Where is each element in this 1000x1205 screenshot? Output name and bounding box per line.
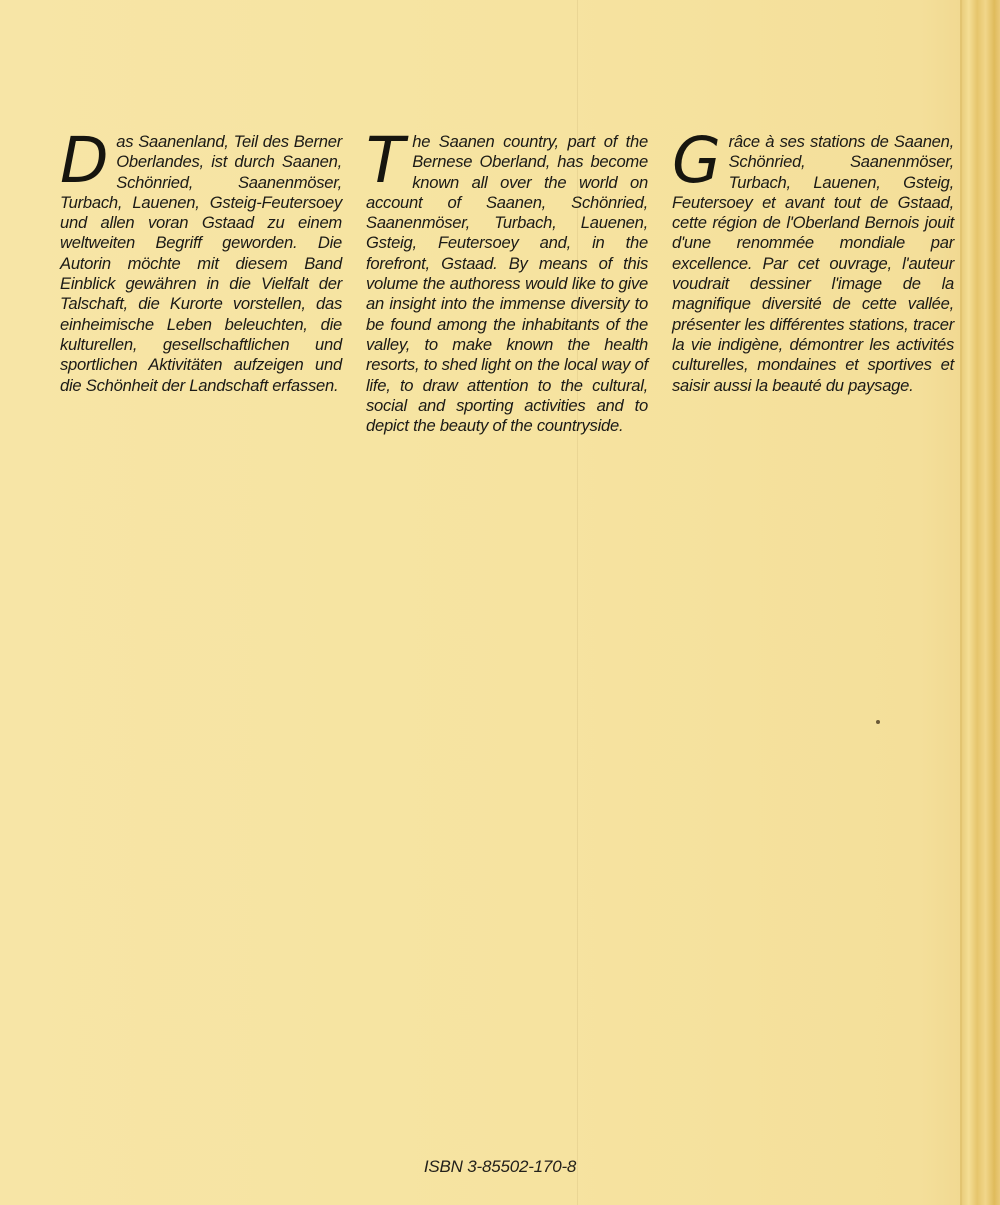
german-blurb — [60, 124, 342, 396]
french-blurb — [672, 124, 954, 396]
english-blurb — [366, 124, 648, 436]
book-spine — [962, 0, 1000, 1205]
french-blurb-text: râce à ses stations de Saanen, Schönried, Saanenmöser, Turbach, Lauenen, Gsteig, Feutersoey et avant tout de Gstaad, cette région de l'Oberland Bernois jouit d'une renommée mondiale par excellence. Par cet ouvrage, l'auteur voudrait dessiner l'image de la magnifique diversité de cette vallée, présenter les différentes stations, tracer la vie indigène, démontrer les activités culturelles, mondaines et sportives et saisir aussi la beauté du paysage. — [672, 132, 954, 395]
german-blurb-text: as Saanenland, Teil des Berner Oberlandes, ist durch Saanen, Schönried, Saanenmöser, Turbach, Lauenen, Gsteig-Feutersoey und allen voran Gstaad zu einem weltweiten Begriff geworden. Die Autorin möchte mit diesem Band Einblick gewähren in die Vielfalt der Talschaft, die Kurorte vorstellen, das einheimische Leben beleuchten, die kulturellen, gesellschaftlichen und sportlichen Aktivitäten aufzeigen und die Schönheit der Landschaft erfassen. — [60, 132, 342, 395]
isbn-number: ISBN 3-85502-170-8 — [423, 1157, 577, 1176]
french-drop-cap: G — [672, 124, 721, 197]
german-drop-cap: D — [60, 124, 109, 197]
english-blurb-text: he Saanen country, part of the Bernese Oberland, has become known all over the world on account of Saanen, Schönried, Saanenmöser, Turbach, Lauenen, Gsteig, Feutersoey and, in the forefront, Gstaad. By means of this volume the authoress would like to give an insight into the immense diversity to be found among the inhabitants of the valley, to make known the health resorts, to shed light on the local way of life, to draw attention to the cultural, social and sporting activities and to depict the beauty of the countryside. — [366, 132, 648, 436]
paper-speck — [876, 720, 880, 724]
english-drop-cap: T — [366, 124, 405, 197]
